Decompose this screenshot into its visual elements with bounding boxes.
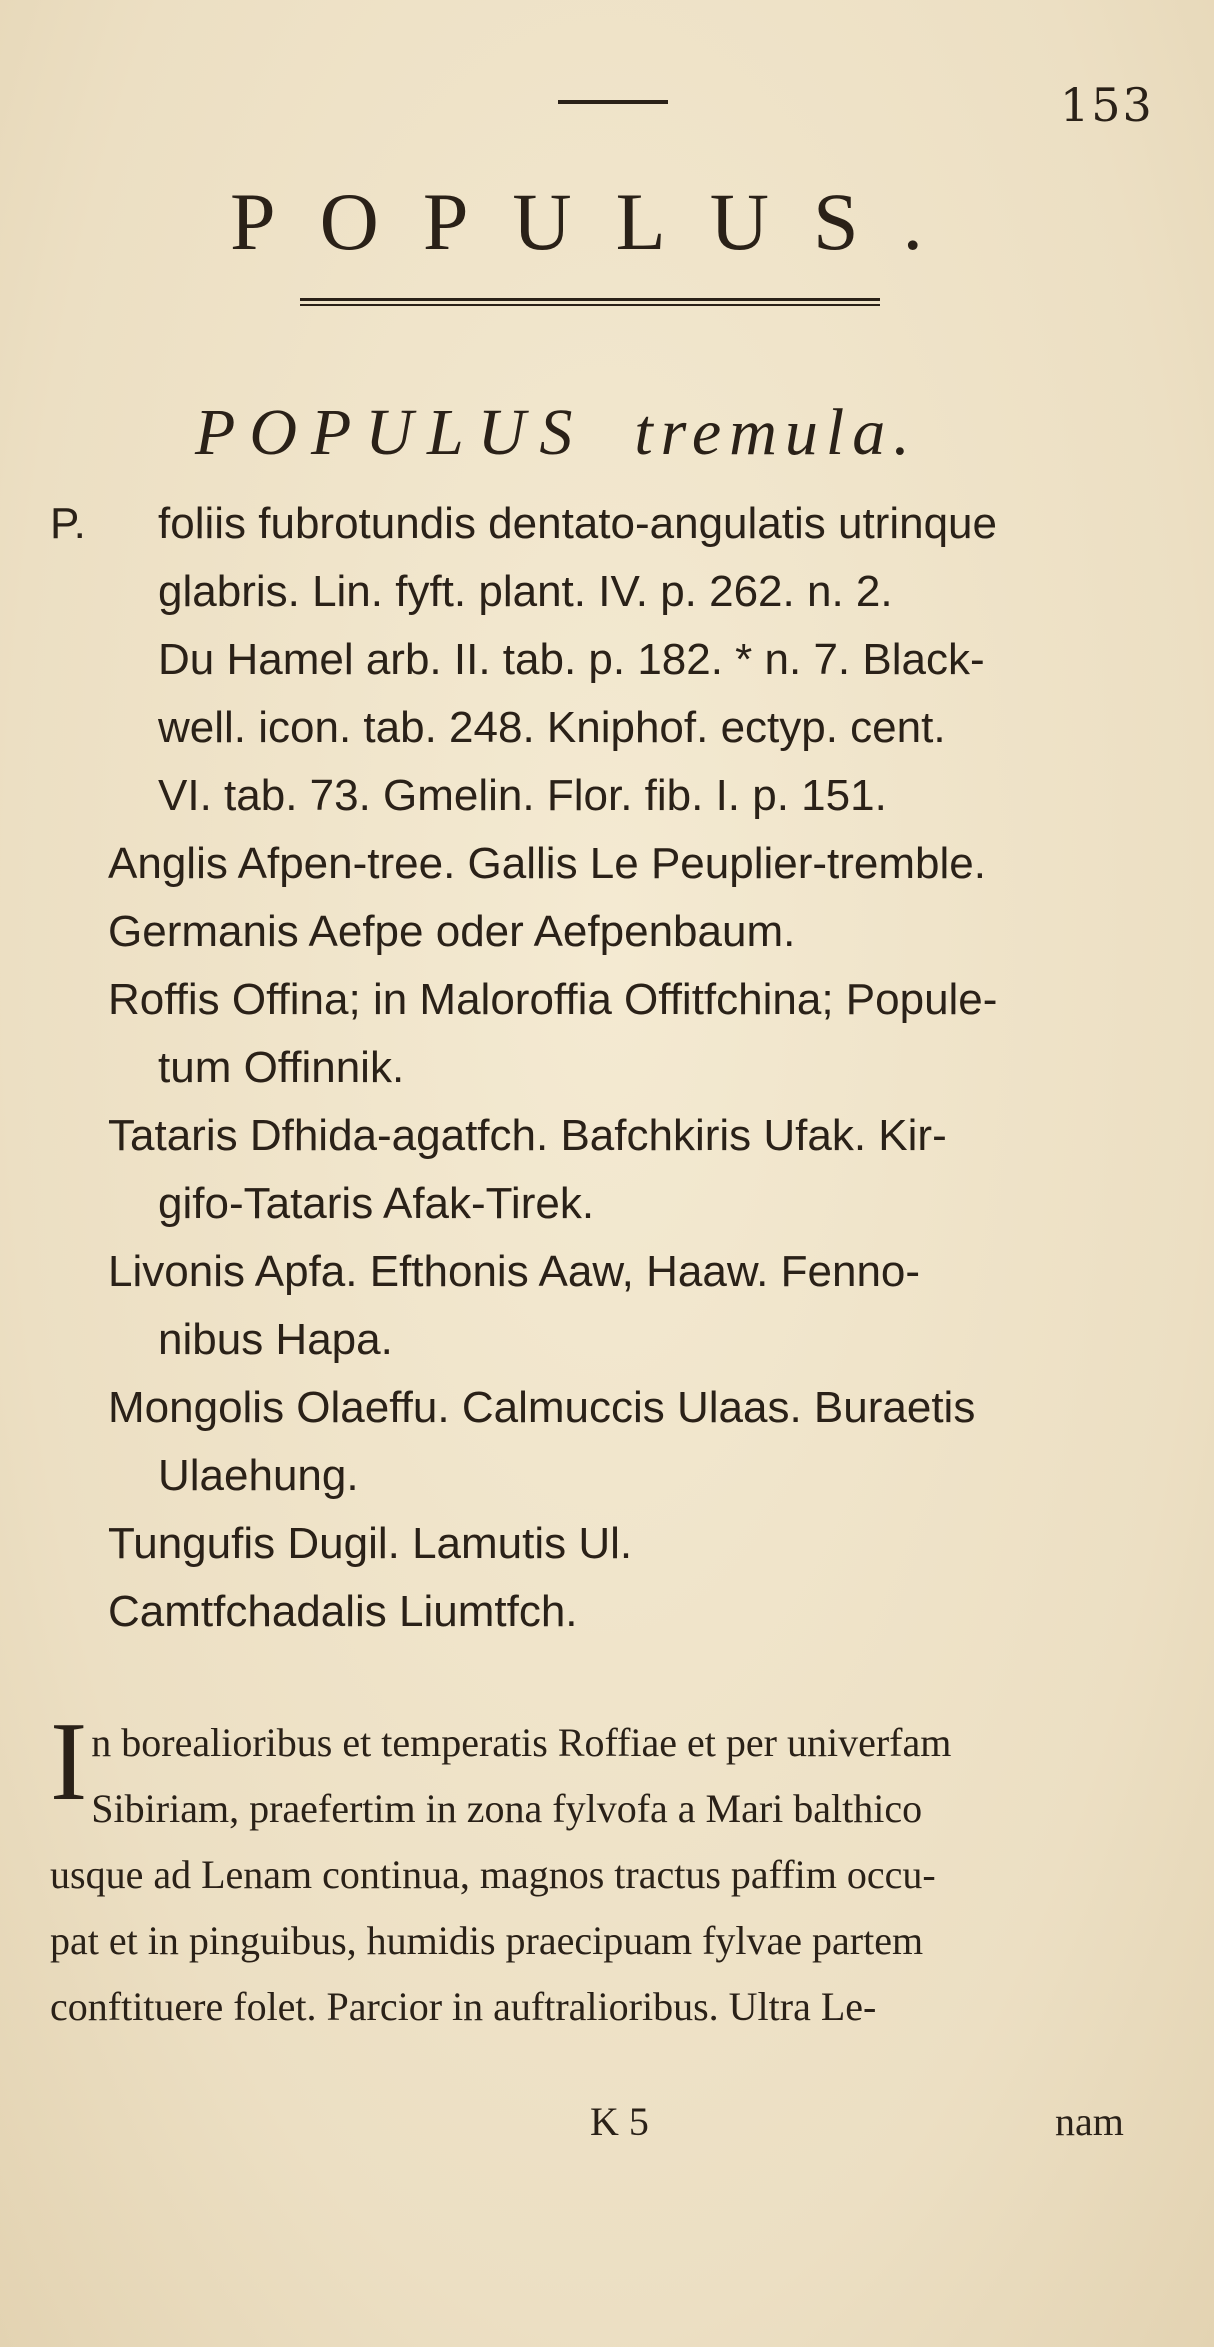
vernacular-names — [50, 830, 1170, 1646]
signature-mark: K 5 — [590, 2099, 649, 2144]
species-heading — [195, 395, 1015, 471]
vernacular-entry: Livonis Apfa. Efthonis Aaw, Haaw. Fenno- — [108, 1247, 921, 1296]
vernacular-entry: Anglis Afpen-tree. Gallis Le Peuplier-tremble. — [108, 839, 986, 888]
vernacular-entry: Camtfchadalis Liumtfch. — [108, 1587, 578, 1636]
vernacular-continuation: Ulaehung. — [158, 1451, 359, 1500]
synonymy-line: well. icon. tab. 248. Kniphof. ectyp. cent. — [158, 703, 946, 752]
vernacular-entry: Mongolis Olaeffu. Calmuccis Ulaas. Buraetis — [108, 1383, 976, 1432]
synonymy-section — [50, 490, 1170, 1646]
catchword: nam — [1055, 2099, 1124, 2144]
synonymy-line: glabris. Lin. fyft. plant. IV. p. 262. n. 2. — [158, 567, 893, 616]
synonymy-line: Du Hamel arb. II. tab. p. 182. * n. 7. Black- — [158, 635, 985, 684]
species-epithet: tremula. — [634, 396, 918, 469]
body-line: n borealioribus et temperatis Roffiae et per univerfam — [91, 1720, 952, 1765]
vernacular-entry: Germanis Aefpe oder Aefpenbaum. — [108, 907, 796, 956]
synonymy-line: VI. tab. 73. Gmelin. Flor. fib. I. p. 151. — [158, 771, 887, 820]
double-rule — [300, 298, 880, 301]
running-title: POPULUS. — [230, 176, 968, 267]
top-rule — [558, 100, 668, 104]
drop-cap: I — [50, 1700, 88, 1824]
vernacular-entry: Tataris Dfhida-agatfch. Bafchkiris Ufak. Kir- — [108, 1111, 947, 1160]
vernacular-continuation: gifo-Tataris Afak-Tirek. — [158, 1179, 595, 1228]
synonymy-block — [50, 490, 1170, 830]
vernacular-entry: Roffis Offina; in Maloroffia Offitfchina; Popule- — [108, 975, 998, 1024]
body-paragraph — [50, 1700, 1160, 2040]
body-line: pat et in pinguibus, humidis praecipuam fylvae partem — [50, 1918, 924, 1963]
synonymy-label: P. — [50, 499, 86, 548]
body-line: Sibiriam, praefertim in zona fylvofa a Mari balthico — [91, 1786, 923, 1831]
synonymy-line: foliis fubrotundis dentato-angulatis utrinque — [158, 499, 997, 548]
vernacular-continuation: nibus Hapa. — [158, 1315, 393, 1364]
vernacular-entry: Tungufis Dugil. Lamutis Ul. — [108, 1519, 633, 1568]
body-line: usque ad Lenam continua, magnos tractus paffim occu- — [50, 1852, 936, 1897]
body-line: conftituere folet. Parcior in auftralioribus. Ultra Le- — [50, 1984, 877, 2029]
vernacular-continuation: tum Offinnik. — [158, 1043, 405, 1092]
species-genus: POPULUS — [195, 396, 587, 469]
page-number: 153 — [1060, 78, 1154, 132]
